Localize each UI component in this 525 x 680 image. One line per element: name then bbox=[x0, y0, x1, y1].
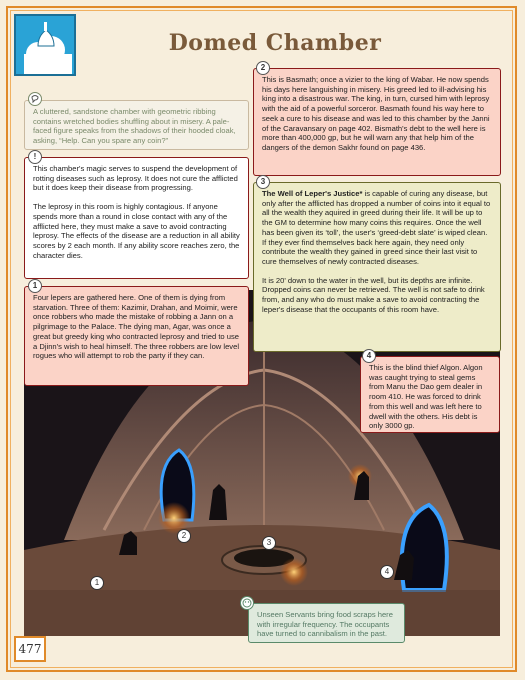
read-aloud-box bbox=[24, 100, 249, 150]
map-marker-2: 2 bbox=[177, 529, 191, 543]
dome-logo-icon bbox=[14, 14, 76, 76]
warning-badge: ! bbox=[28, 150, 42, 164]
well-paragraph-2: It is 20' down to the water in the well, but its depths are infinite. Dropped coins can never be retrieved. The well is not safe to drink from, and any who do must make a save to avoid contracting the leper's disease that the occupants of this room have. bbox=[262, 275, 485, 314]
page-number: 477 bbox=[14, 636, 46, 662]
algon-box bbox=[360, 356, 500, 433]
well-paragraph-1-text: is capable of curing any disease, but only after the afflicted has dropped a number of coins into it equal to all the wealth they aquired in greed during their life. It will be up to the GM to determine how many coins this requires. Once the well has been given its ‘toll’, the user's ‘greed-debt slate’ is wiped clean. If they ever find themselves back here again, they need only contribute the wealth they gained in greed since their last visit to cure themselves of newly contracted diseases. bbox=[262, 189, 491, 266]
unseen-servants-text: Unseen Servants bring food scraps here with irregular frequency. The occupants have turned to cannibalism in the past. bbox=[257, 610, 393, 639]
warning-paragraph-2: The leprosy in this room is highly contagious. If anyone spends more than a round in close contact with any of the afflicted here, they must make a save to avoid contracting leprosy. The effects of the disease are a reduction in all ability scores by 2 each month. If any ability score reaches zero, the character dies. bbox=[33, 202, 240, 260]
basmath-box bbox=[253, 68, 501, 176]
warning-paragraph-1: This chamber's magic serves to suspend the development of rotting diseases such as leprosy. It does not cure the afflicted but it does keep their disease from progressing. bbox=[33, 164, 238, 193]
map-marker-1: 1 bbox=[90, 576, 104, 590]
lepers-badge: 1 bbox=[28, 279, 42, 293]
speech-icon bbox=[28, 92, 42, 106]
well-box bbox=[253, 182, 501, 352]
contagion-warning-box bbox=[24, 157, 249, 279]
algon-text: This is the blind thief Algon. Algon was caught trying to steal gems from Manu the Dao gem dealer in room 410. He was forced to drink from this well and was left here to dwell with the others. His debt is only 3000 gp. bbox=[369, 363, 483, 431]
well-heading: The Well of Leper's Justice* bbox=[262, 189, 363, 198]
map-marker-4: 4 bbox=[380, 565, 394, 579]
well-badge: 3 bbox=[256, 175, 270, 189]
basmath-text: This is Basmath; once a vizier to the king of Wabar. He now spends his days here languishing in misery. His greed led to ill-advising his king into a disastrous war. The king, in turn, cursed him with leprosy with the aid of a powerful sorceror. Basmath found his way here to seek a cure to his disease and was led to this chamber by the Janni of the Caravansary on page 402. Bismath's debt to the well here is more than 400,000 gp, but he will warn any that help him of the dangers of the demon Sakhr found on page 436. bbox=[262, 75, 490, 152]
page-title: Domed Chamber bbox=[168, 30, 382, 56]
basmath-badge: 2 bbox=[256, 61, 270, 75]
lepers-box bbox=[24, 286, 249, 386]
read-aloud-text: A cluttered, sandstone chamber with geometric ribbing contains wretched bodies shuffling about in misery. A pale-faced figure speaks from the shadows of their hooded cloak, asking, “Help. Can you spare any coin?” bbox=[33, 107, 236, 146]
map-marker-3: 3 bbox=[262, 536, 276, 550]
algon-badge: 4 bbox=[362, 349, 376, 363]
lepers-text: Four lepers are gathered here. One of them is dying from starvation. Three of them: Kazimir, Drahan, and Moimir, were once robbers who made the mistake of robbing a Jann on a pilgrimage to the Palace. The dying man, Agar, was once a great but greedy king who contracted leprosy and tried to use a Djinn's wish to heal himself. The three robbers are low level rogues who will attempt to rob the party if they can. bbox=[33, 293, 240, 361]
unseen-servants-box bbox=[248, 603, 405, 643]
well-paragraph-1 bbox=[262, 189, 492, 267]
servant-face-icon bbox=[240, 596, 254, 610]
